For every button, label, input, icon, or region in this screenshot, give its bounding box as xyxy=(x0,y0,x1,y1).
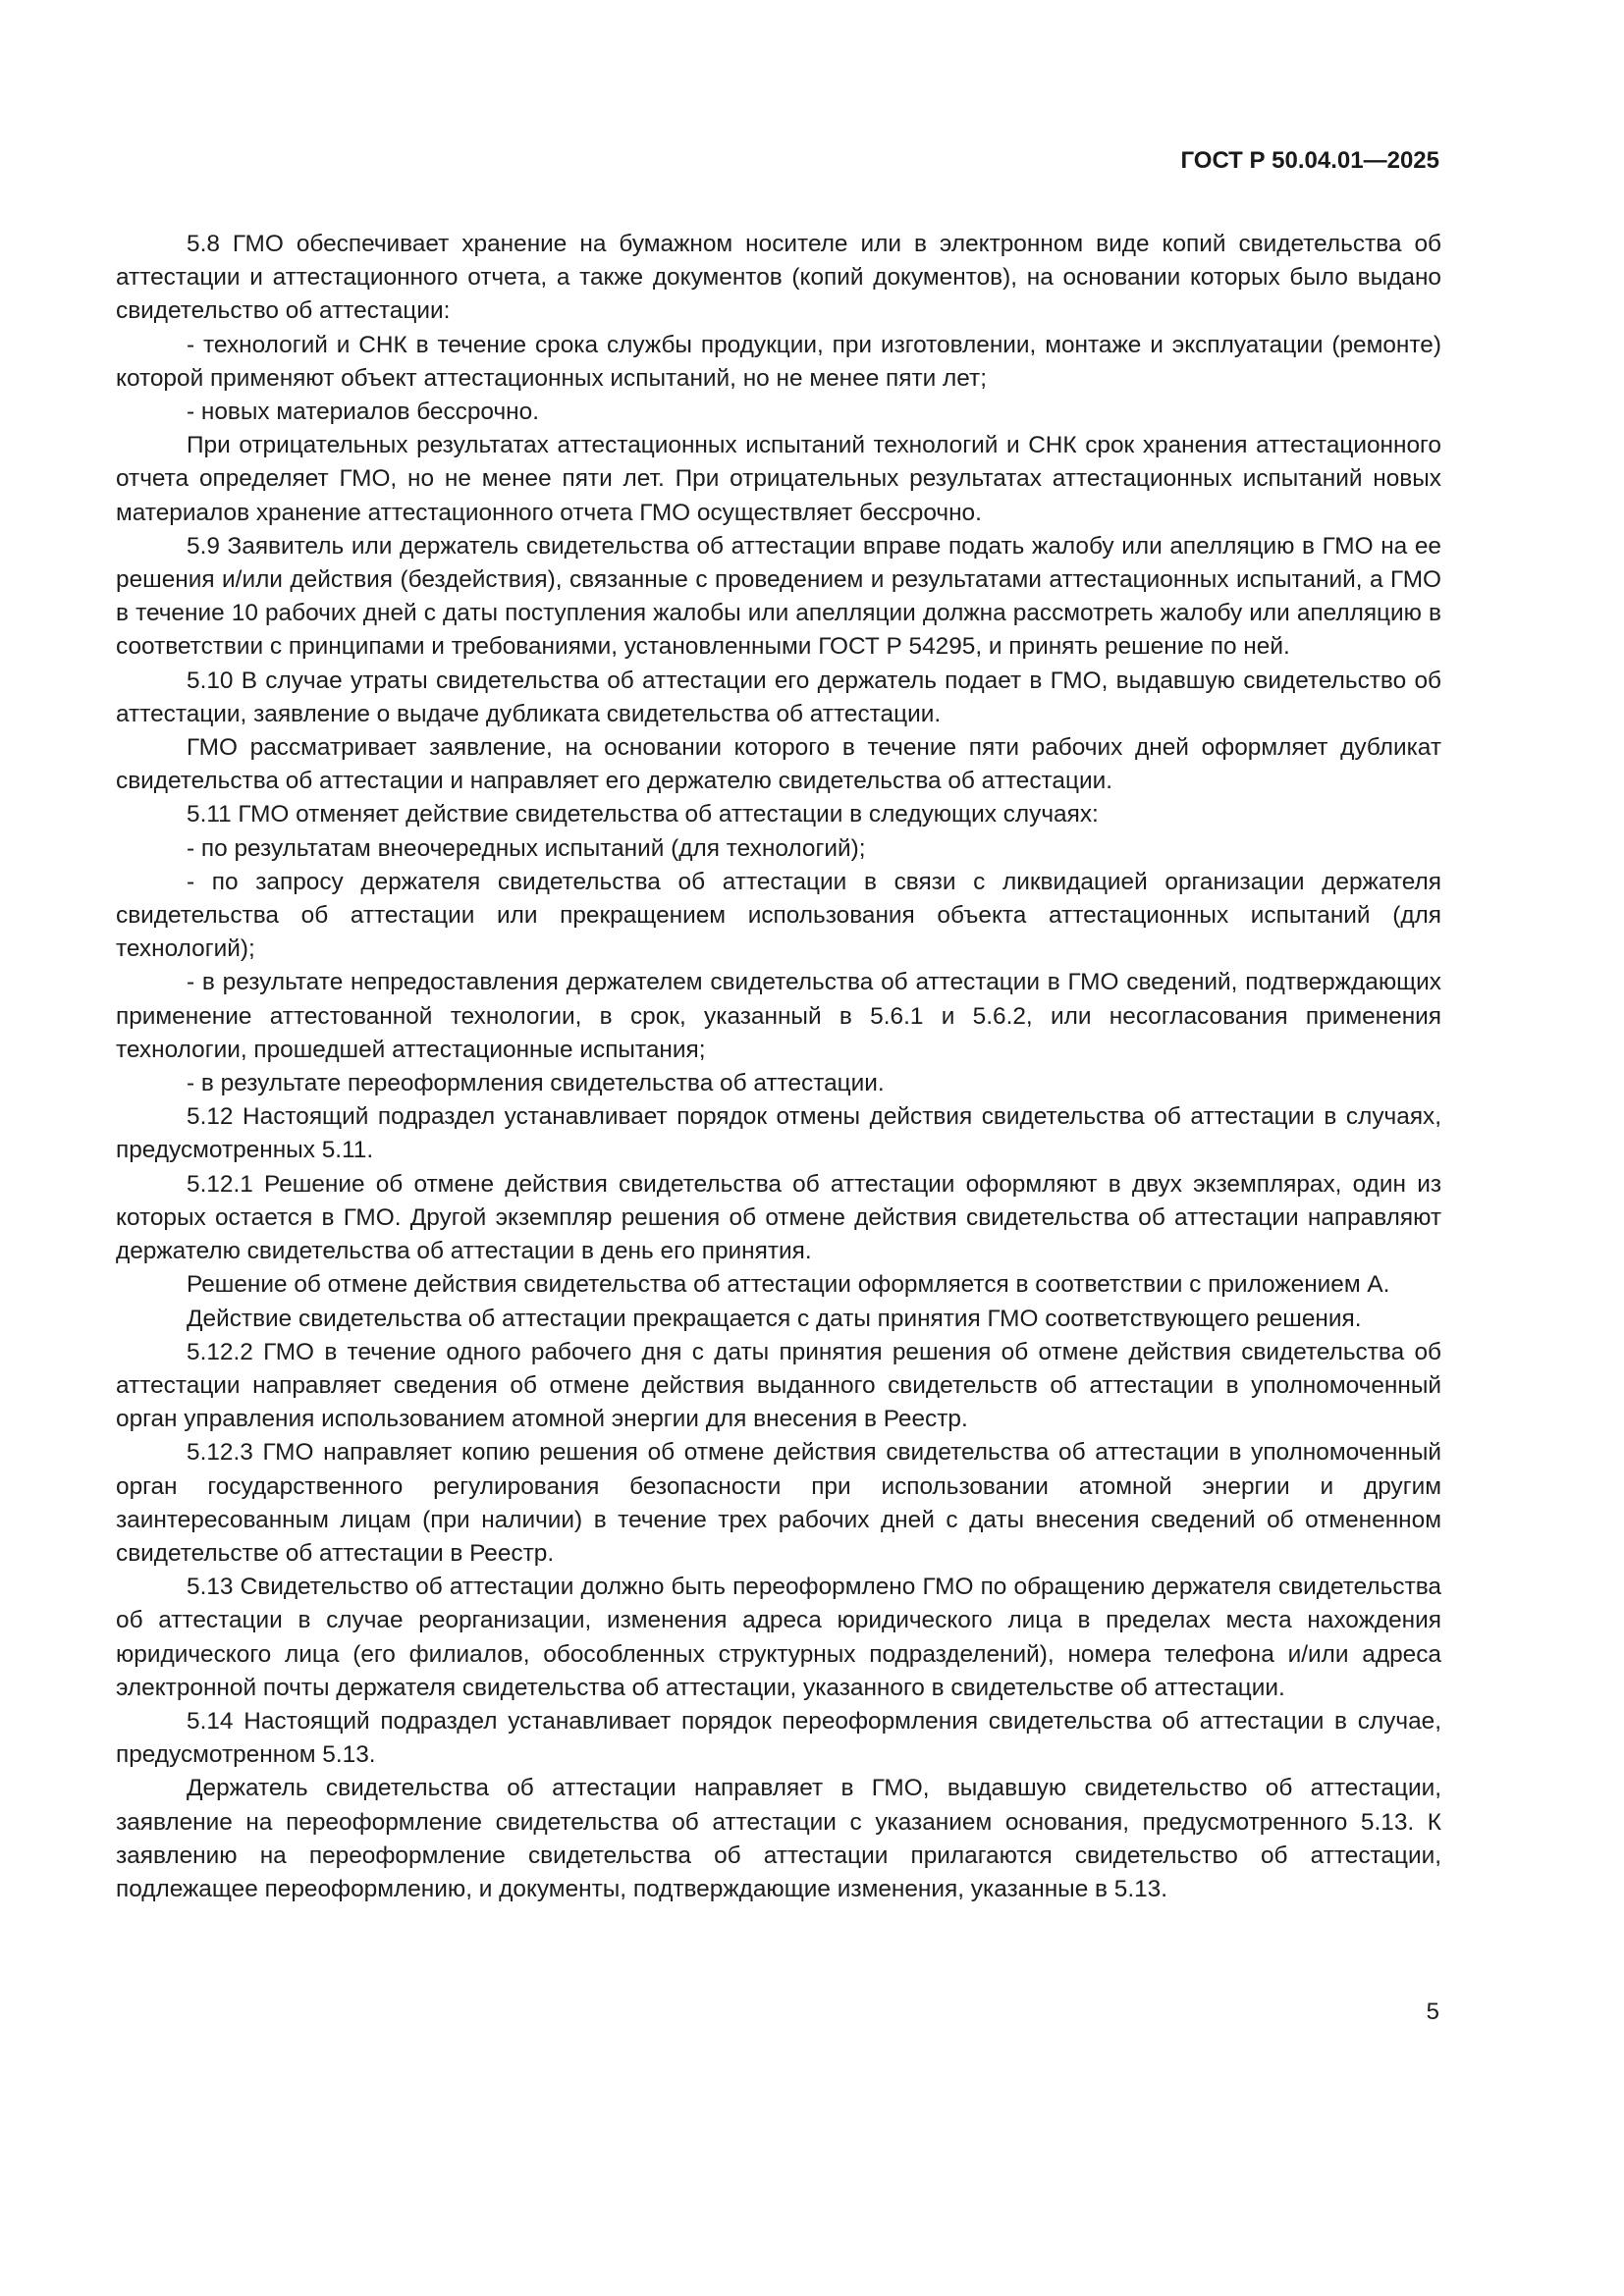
document-body xyxy=(116,228,1441,1906)
list-item: - в результате непредоставления держателем свидетельства об аттестации в ГМО сведений, подтверждающих применение аттестованной технологии, в срок, указанный в 5.6.1 и 5.6.2, или несогласования применения технологии, прошедшей аттестационные испытания; xyxy=(116,969,1441,1063)
paragraph-5-12-3: 5.12.3 ГМО направляет копию решения об отмене действия свидетельства об аттестации в уполномоченный орган государственного регулирования безопасности при использовании атомной энергии и другим заинтересованным лицам (при наличии) в течение трех рабочих дней с даты внесения сведений об отмененном свидетельстве об аттестации в Реестр. xyxy=(116,1439,1441,1567)
paragraph-5-8: 5.8 ГМО обеспечивает хранение на бумажном носителе или в электронном виде копий свидетельства об аттестации и аттестационного отчета, а также документов (копий документов), на основании которых было выдано свидетельство об аттестации: xyxy=(116,231,1441,325)
paragraph: При отрицательных результатах аттестационных испытаний технологий и СНК срок хранения аттестационного отчета определяет ГМО, но не менее пяти лет. При отрицательных результатах аттестационных испытаний новых материалов хранение аттестационного отчета ГМО осуществляет бессрочно. xyxy=(116,432,1441,526)
page-number: 5 xyxy=(1426,1999,1439,2025)
list-item: - в результате переоформления свидетельства об аттестации. xyxy=(187,1070,885,1097)
paragraph-5-14: 5.14 Настоящий подраздел устанавливает порядок переоформления свидетельства об аттестации в случае, предусмотренном 5.13. xyxy=(116,1707,1441,1769)
list-item: - новых материалов бессрочно. xyxy=(187,399,539,426)
paragraph: ГМО рассматривает заявление, на основании которого в течение пяти рабочих дней оформляет дубликат свидетельства об аттестации и направляет его держателю свидетельства об аттестации. xyxy=(116,734,1441,795)
paragraph-5-10: 5.10 В случае утраты свидетельства об аттестации его держатель подает в ГМО, выдавшую свидетельство об аттестации, заявление о выдаче дубликата свидетельства об аттестации. xyxy=(116,667,1441,727)
paragraph-5-11: 5.11 ГМО отменяет действие свидетельства об аттестации в следующих случаях: xyxy=(187,801,1099,828)
paragraph: Решение об отмене действия свидетельства об аттестации оформляется в соответствии с приложением А. xyxy=(187,1271,1390,1299)
paragraph-5-12-2: 5.12.2 ГМО в течение одного рабочего дня с даты принятия решения об отмене действия свидетельства об аттестации направляет сведения об отмене действия выданного свидетельств об аттестации в уполномоченный орган управления использованием атомной энергии для внесения в Реестр. xyxy=(116,1338,1441,1433)
paragraph-5-9: 5.9 Заявитель или держатель свидетельства об аттестации вправе подать жалобу или апелляцию в ГМО на ее решения и/или действия (бездействия), связанные с проведением и результатами аттестационных испытаний, а ГМО в течение 10 рабочих дней с даты поступления жалобы или апелляции должна рассмотреть жалобу или апелляцию в соответствии с принципами и требованиями, установленными ГОСТ Р 54295, и принять решение по ней. xyxy=(116,532,1441,661)
paragraph: Держатель свидетельства об аттестации направляет в ГМО, выдавшую свидетельство об аттестации, заявление на переоформление свидетельства об аттестации с указанием основания, предусмотренного 5.13. К заявлению на переоформление свидетельства об аттестации прилагаются свидетельство об аттестации, подлежащее переоформлению, и документы, подтверждающие изменения, указанные в 5.13. xyxy=(116,1775,1441,1902)
paragraph-5-12-1: 5.12.1 Решение об отмене действия свидетельства об аттестации оформляют в двух экземплярах, один из которых остается в ГМО. Другой экземпляр решения об отмене действия свидетельства об аттестации направляют держателю свидетельства об аттестации в день его принятия. xyxy=(116,1170,1441,1265)
document-code: ГОСТ Р 50.04.01—2025 xyxy=(1180,147,1439,174)
paragraph: Действие свидетельства об аттестации прекращается с даты принятия ГМО соответствующего решения. xyxy=(187,1305,1362,1332)
list-item: - технологий и СНК в течение срока службы продукции, при изготовлении, монтаже и эксплуатации (ремонте) которой применяют объект аттестационных испытаний, но не менее пяти лет; xyxy=(116,331,1441,392)
paragraph-5-13: 5.13 Свидетельство об аттестации должно быть переоформлено ГМО по обращению держателя свидетельства об аттестации в случае реорганизации, изменения адреса юридического лица в пределах места нахождения юридического лица (его филиалов, обособленных структурных подразделений), номера телефона и/или адреса электронной почты держателя свидетельства об аттестации, указанного в свидетельстве об аттестации. xyxy=(116,1574,1441,1701)
list-item: - по результатам внеочередных испытаний (для технологий); xyxy=(187,834,866,862)
paragraph-5-12: 5.12 Настоящий подраздел устанавливает порядок отмены действия свидетельства об аттестации в случаях, предусмотренных 5.11. xyxy=(116,1103,1441,1164)
list-item: - по запросу держателя свидетельства об аттестации в связи с ликвидацией организации держателя свидетельства об аттестации или прекращением использования объекта аттестационных испытаний (для технологий); xyxy=(116,868,1441,963)
